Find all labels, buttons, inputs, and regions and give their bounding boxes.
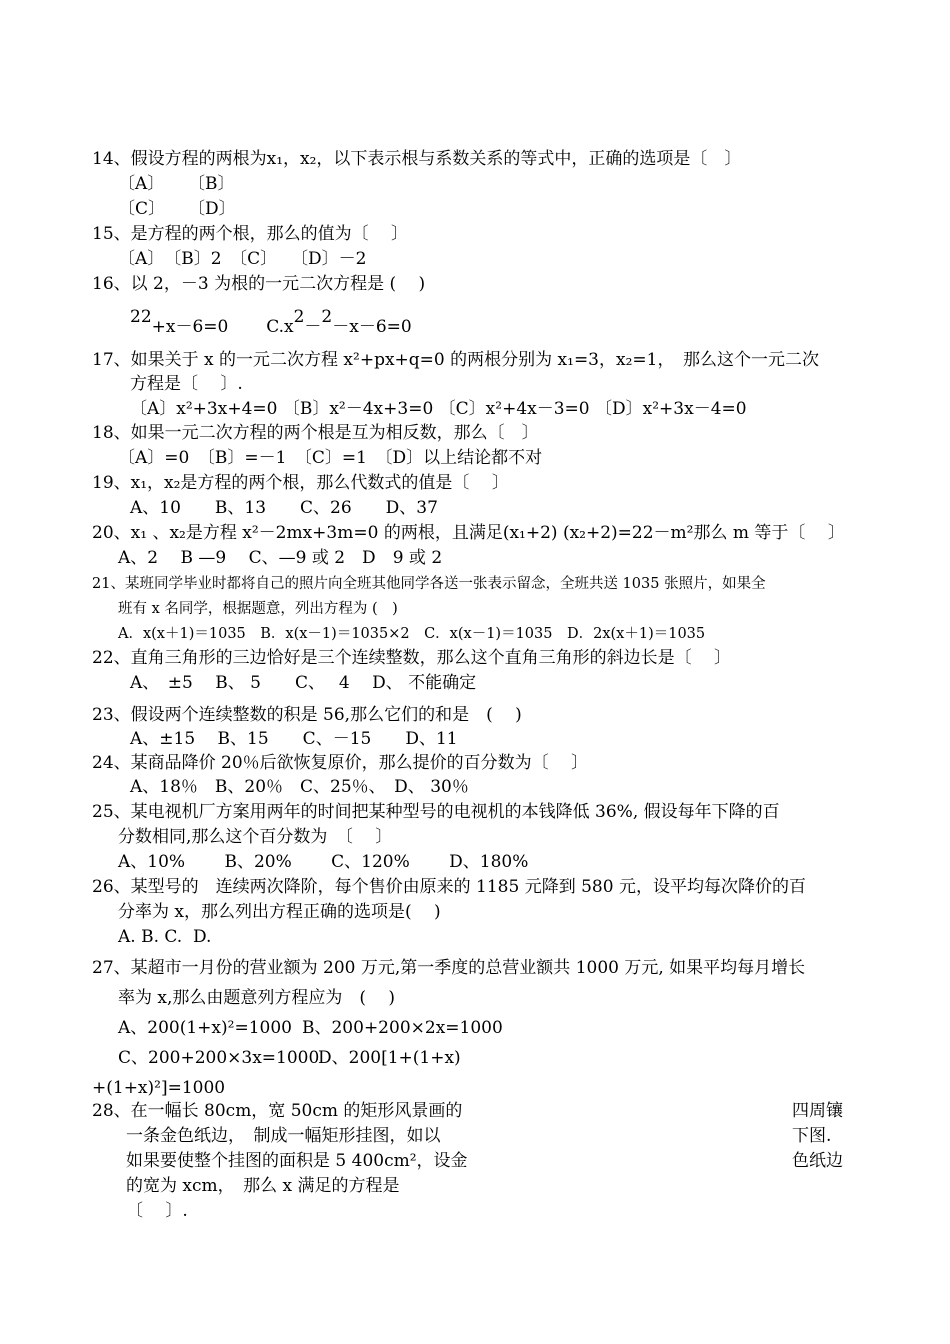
q28-line-3: 如果要使整个挂图的面积是 5 400cm²，设金 <box>126 1151 468 1171</box>
q27-option-b: B、200+200×2x=1000 <box>302 1018 503 1038</box>
q16-opt-2: C.x <box>266 317 294 337</box>
q16-sup-2: 2 <box>293 307 305 327</box>
q25-stem-1: 25、某电视机厂方案用两年的时间把某种型号的电视机的本钱降低 36%, 假设每年下降的百 <box>92 802 780 822</box>
q16-opt-3: － <box>304 317 322 337</box>
q16-sup-1: 22 <box>130 307 152 327</box>
q16-opt-1: +x－6=0 <box>151 317 229 337</box>
q28-line-5: 〔 〕. <box>126 1201 188 1221</box>
q14-option-a: 〔A〕 <box>118 174 165 194</box>
q23-stem: 23、假设两个连续整数的积是 56,那么它们的和是 ( ) <box>92 705 522 725</box>
q19-stem: 19、x₁，x₂是方程的两个根，那么代数式的值是〔 〕 <box>92 473 509 493</box>
q19-options: A、10 B、13 C、26 D、37 <box>130 498 438 518</box>
q20-options: A、2 B —9 C、—9 或 2 D 9 或 2 <box>118 548 443 568</box>
q21-options: A．x(x＋1)＝1035 B．x(x－1)＝1035×2 C．x(x－1)＝1035 D．2x(x＋1)＝1035 <box>118 626 706 642</box>
q20-stem: 20、x₁ 、x₂是方程 x²－2mx+3m=0 的两根，且满足(x₁+2) (x₂+2)=22－m²那么 m 等于〔 〕 <box>92 523 845 543</box>
q28-line-4: 的宽为 xcm， 那么 x 满足的方程是 <box>126 1176 400 1196</box>
q25-stem-2: 分数相同,那么这个百分数为 〔 〕 <box>118 827 393 847</box>
q15-options: 〔A〕 〔B〕2 〔C〕 〔D〕－2 <box>118 249 367 269</box>
q27-stem-1: 27、某超市一月份的营业额为 200 万元,第一季度的总营业额共 1000 万元, 如果平均每月增长 <box>92 958 806 978</box>
q26-options: A. B. C. D. <box>118 927 212 947</box>
q23-options: A、±15 B、15 C、－15 D、11 <box>130 729 458 749</box>
q16-options <box>130 307 412 338</box>
q27-option-a: A、200(1+x)²=1000 <box>118 1018 292 1038</box>
q21-stem-1: 21、某班同学毕业时都将自己的照片向全班其他同学各送一张表示留念，全班共送 1035 张照片，如果全 <box>92 576 766 592</box>
q22-options: A、 ±5 B、 5 C、 4 D、 不能确定 <box>130 673 477 693</box>
q21-stem-2: 班有 x 名同学，根据题意，列出方程为 ( ) <box>118 601 398 617</box>
q14-stem: 14、假设方程的两根为x₁，x₂，以下表示根与系数关系的等式中，正确的选项是〔 〕 <box>92 149 742 169</box>
q15-stem: 15、是方程的两个根，那么的值为〔 〕 <box>92 224 409 244</box>
q25-options: A、10% B、20% C、120% D、180% <box>118 852 529 872</box>
q16-opt-4: －x－6=0 <box>332 317 412 337</box>
q16-stem: 16、以 2，－3 为根的一元二次方程是 ( ) <box>92 274 426 294</box>
q28-line-1: 28、在一幅长 80cm，宽 50cm 的矩形风景画的 <box>92 1101 463 1121</box>
q27-option-c: C、200+200×3x=1000 <box>118 1048 320 1068</box>
q28-line-1-right: 四周镶 <box>792 1101 843 1121</box>
q17-stem-1: 17、如果关于 x 的一元二次方程 x²+px+q=0 的两根分别为 x₁=3，x₂=1， 那么这个一元二次 <box>92 350 819 370</box>
q17-options: 〔A〕x²+3x+4=0 〔B〕x²－4x+3=0 〔C〕x²+4x－3=0 〔D〕x²+3x－4=0 <box>130 399 747 419</box>
q14-option-d: 〔D〕 <box>188 199 236 219</box>
q14-option-b: 〔B〕 <box>188 174 235 194</box>
q28-line-2-right: 下图. <box>792 1126 832 1146</box>
q24-stem: 24、某商品降价 20％后欲恢复原价，那么提价的百分数为〔 〕 <box>92 753 589 773</box>
q17-stem-2: 方程是〔 〕. <box>130 374 243 394</box>
q16-sup-3: 2 <box>321 307 333 327</box>
q27-stem-2: 率为 x,那么由题意列方程应为 ( ) <box>118 988 396 1008</box>
q26-stem-1: 26、某型号的 连续两次降阶，每个售价由原来的 1185 元降到 580 元，设平均每次降价的百 <box>92 877 806 897</box>
q27-option-d: D、200[1+(1+x) <box>318 1048 461 1068</box>
q14-option-c: 〔C〕 <box>118 199 166 219</box>
q27-option-d-continued: +(1+x)²]=1000 <box>92 1078 226 1098</box>
q28-line-2: 一条金色纸边， 制成一幅矩形挂图，如以 <box>126 1126 441 1146</box>
q26-stem-2: 分率为 x，那么列出方程正确的选项是( ) <box>118 902 441 922</box>
q18-stem: 18、如果一元二次方程的两个根是互为相反数，那么〔 〕 <box>92 423 539 443</box>
q22-stem: 22、直角三角形的三边恰好是三个连续整数，那么这个直角三角形的斜边长是〔 〕 <box>92 648 732 668</box>
q18-options: 〔A〕=0 〔B〕=－1 〔C〕=1 〔D〕以上结论都不对 <box>118 448 543 468</box>
q24-options: A、18％ B、20％ C、25％、 D、 30％ <box>130 777 469 797</box>
q28-line-3-right: 色纸边 <box>792 1151 843 1171</box>
